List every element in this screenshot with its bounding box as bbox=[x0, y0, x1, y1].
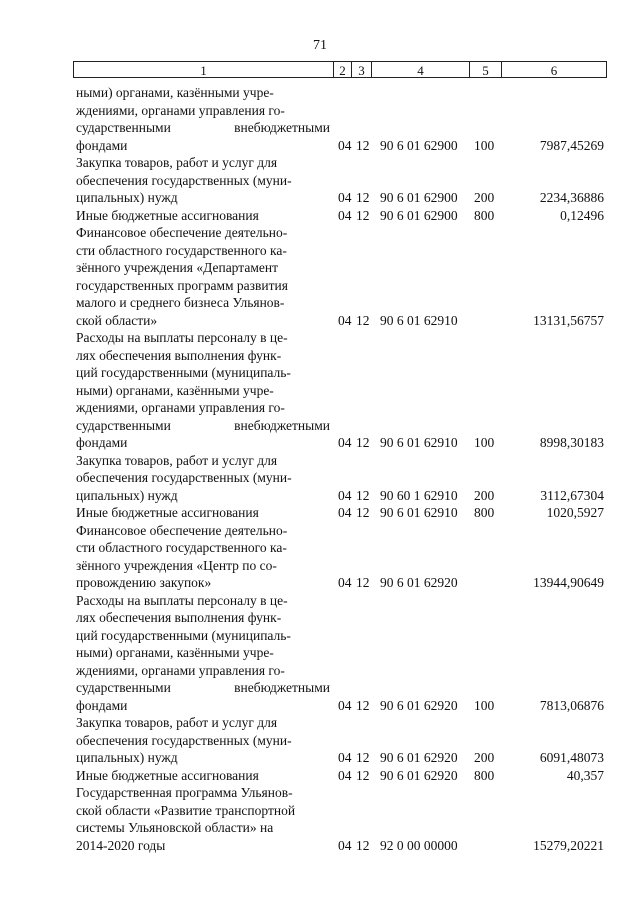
header-col-5: 5 bbox=[469, 61, 501, 78]
section-code: 04 bbox=[338, 575, 352, 590]
row-description bbox=[76, 784, 330, 854]
description-line: провождению закупок» bbox=[76, 575, 212, 590]
row-description bbox=[76, 452, 330, 505]
description-line: фондами bbox=[76, 137, 128, 153]
description-line: лях обеспечения выполнения функ- bbox=[76, 347, 282, 363]
amount: 13944,90649 bbox=[533, 575, 604, 590]
subsection-code: 12 bbox=[356, 767, 370, 783]
row-description bbox=[76, 329, 330, 452]
subsection-code: 12 bbox=[356, 697, 370, 713]
target-article-code: 92 0 00 00000 bbox=[380, 837, 458, 853]
description-line: сти областного государственного ка- bbox=[76, 540, 287, 555]
page-number: 71 bbox=[313, 38, 327, 53]
section-code: 04 bbox=[338, 312, 352, 328]
target-article-code: 90 6 01 62900 bbox=[380, 190, 458, 205]
section-code: 04 bbox=[338, 137, 352, 153]
section-code: 04 bbox=[338, 750, 352, 765]
description-line: сударственными внебюджетными bbox=[76, 417, 330, 433]
expense-type-code: 100 bbox=[474, 137, 495, 153]
target-article-code: 90 60 1 62910 bbox=[380, 487, 458, 503]
description-line: сударственными внебюджетными bbox=[76, 680, 330, 695]
description-line: ждениями, органами управления го- bbox=[76, 102, 285, 118]
section-code: 04 bbox=[338, 487, 352, 503]
amount: 7987,45269 bbox=[539, 137, 604, 153]
row-description bbox=[76, 714, 330, 767]
header-col-1: 1 bbox=[73, 61, 333, 78]
description-line: государственных программ развития bbox=[76, 277, 288, 293]
section-code: 04 bbox=[338, 207, 352, 223]
description-line: сти областного государственного ка- bbox=[76, 242, 287, 258]
expense-type-code: 200 bbox=[474, 487, 495, 503]
target-article-code: 90 6 01 62920 bbox=[380, 575, 458, 590]
row-description bbox=[76, 504, 330, 522]
amount: 0,12496 bbox=[560, 207, 604, 223]
amount: 40,357 bbox=[566, 767, 604, 783]
row-description bbox=[76, 592, 330, 715]
subsection-code: 12 bbox=[356, 487, 370, 503]
header-col-3: 3 bbox=[351, 61, 371, 78]
amount: 15279,20221 bbox=[533, 837, 604, 853]
description-line: зённого учреждения «Центр по со- bbox=[76, 557, 277, 573]
description-line: ждениями, органами управления го- bbox=[76, 400, 285, 415]
table-header bbox=[73, 61, 607, 79]
subsection-code: 12 bbox=[356, 505, 370, 520]
section-code: 04 bbox=[338, 505, 352, 520]
description-line: 2014-2020 годы bbox=[76, 837, 166, 853]
description-line: ными) органами, казёнными учре- bbox=[76, 382, 274, 398]
target-article-code: 90 6 01 62900 bbox=[380, 137, 458, 153]
description-line: Иные бюджетные ассигнования bbox=[76, 505, 259, 520]
header-col-2: 2 bbox=[333, 61, 351, 78]
row-description bbox=[76, 767, 330, 785]
description-line: ской области» bbox=[76, 312, 158, 328]
subsection-code: 12 bbox=[356, 837, 370, 853]
description-line: ципальных) нужд bbox=[76, 190, 178, 205]
subsection-code: 12 bbox=[356, 575, 370, 590]
amount: 7813,06876 bbox=[539, 697, 604, 713]
target-article-code: 90 6 01 62920 bbox=[380, 767, 458, 783]
section-code: 04 bbox=[338, 697, 352, 713]
description-line: ципальных) нужд bbox=[76, 750, 178, 765]
section-code: 04 bbox=[338, 435, 352, 450]
target-article-code: 90 6 01 62920 bbox=[380, 750, 458, 765]
description-line: Иные бюджетные ассигнования bbox=[76, 767, 259, 783]
target-article-code: 90 6 01 62910 bbox=[380, 505, 458, 520]
row-description bbox=[76, 207, 330, 225]
description-line: Финансовое обеспечение деятельно- bbox=[76, 522, 288, 538]
amount: 3112,67304 bbox=[540, 487, 604, 503]
amount: 2234,36886 bbox=[539, 190, 604, 205]
description-line: сударственными внебюджетными bbox=[76, 120, 330, 135]
subsection-code: 12 bbox=[356, 312, 370, 328]
description-line: ждениями, органами управления го- bbox=[76, 662, 285, 678]
header-col-6: 6 bbox=[501, 61, 607, 78]
amount: 1020,5927 bbox=[546, 505, 604, 520]
description-line: ций государственными (муниципаль- bbox=[76, 627, 291, 643]
subsection-code: 12 bbox=[356, 207, 370, 223]
expense-type-code: 800 bbox=[474, 207, 495, 223]
description-line: фондами bbox=[76, 435, 128, 450]
subsection-code: 12 bbox=[356, 137, 370, 153]
row-description bbox=[76, 84, 330, 154]
row-description bbox=[76, 154, 330, 207]
description-line: лях обеспечения выполнения функ- bbox=[76, 610, 282, 625]
expense-type-code: 200 bbox=[474, 750, 495, 765]
target-article-code: 90 6 01 62920 bbox=[380, 697, 458, 713]
row-description bbox=[76, 522, 330, 592]
description-line: Финансовое обеспечение деятельно- bbox=[76, 225, 288, 240]
description-line: ципальных) нужд bbox=[76, 487, 178, 503]
description-line: фондами bbox=[76, 697, 128, 713]
description-line: ций государственными (муниципаль- bbox=[76, 365, 291, 380]
description-line: ными) органами, казёнными учре- bbox=[76, 645, 274, 660]
expense-type-code: 200 bbox=[474, 190, 495, 205]
row-description bbox=[76, 224, 330, 329]
expense-type-code: 100 bbox=[474, 435, 495, 450]
description-line: Закупка товаров, работ и услуг для bbox=[76, 715, 278, 730]
target-article-code: 90 6 01 62910 bbox=[380, 435, 458, 450]
description-line: обеспечения государственных (муни- bbox=[76, 172, 292, 188]
description-line: Закупка товаров, работ и услуг для bbox=[76, 155, 278, 170]
target-article-code: 90 6 01 62900 bbox=[380, 207, 458, 223]
description-line: зённого учреждения «Департамент bbox=[76, 260, 278, 275]
description-line: Государственная программа Ульянов- bbox=[76, 785, 293, 800]
subsection-code: 12 bbox=[356, 190, 370, 205]
description-line: обеспечения государственных (муни- bbox=[76, 470, 292, 485]
amount: 6091,48073 bbox=[539, 750, 604, 765]
description-line: Иные бюджетные ассигнования bbox=[76, 207, 259, 223]
target-article-code: 90 6 01 62910 bbox=[380, 312, 458, 328]
section-code: 04 bbox=[338, 837, 352, 853]
subsection-code: 12 bbox=[356, 750, 370, 765]
expense-type-code: 800 bbox=[474, 767, 495, 783]
expense-type-code: 100 bbox=[474, 697, 495, 713]
description-line: Закупка товаров, работ и услуг для bbox=[76, 452, 278, 468]
expense-type-code: 800 bbox=[474, 505, 495, 520]
description-line: обеспечения государственных (муни- bbox=[76, 732, 292, 748]
description-line: Расходы на выплаты персоналу в це- bbox=[76, 592, 288, 608]
amount: 8998,30183 bbox=[539, 435, 604, 450]
description-line: системы Ульяновской области» на bbox=[76, 820, 274, 835]
amount: 13131,56757 bbox=[533, 312, 604, 328]
description-line: малого и среднего бизнеса Ульянов- bbox=[76, 295, 285, 310]
subsection-code: 12 bbox=[356, 435, 370, 450]
section-code: 04 bbox=[338, 190, 352, 205]
section-code: 04 bbox=[338, 767, 352, 783]
header-col-4: 4 bbox=[371, 61, 469, 78]
description-line: ской области «Развитие транспортной bbox=[76, 802, 296, 818]
description-line: Расходы на выплаты персоналу в це- bbox=[76, 330, 288, 345]
description-line: ными) органами, казёнными учре- bbox=[76, 85, 274, 100]
